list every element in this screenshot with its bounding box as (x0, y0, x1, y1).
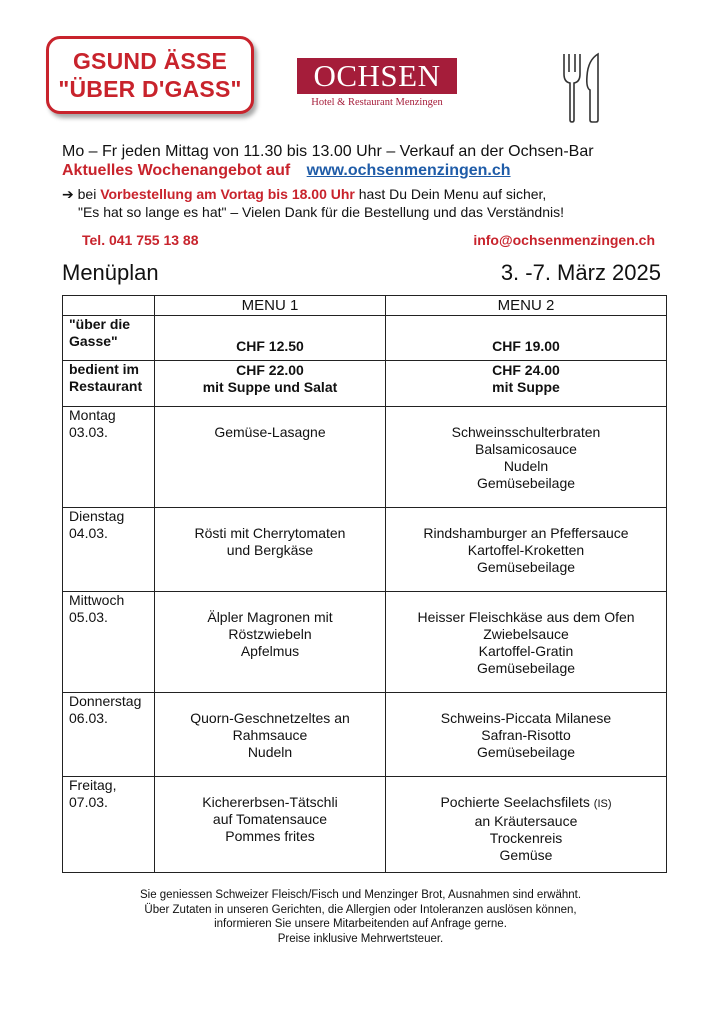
logo-subtitle: Hotel & Restaurant Menzingen (311, 97, 443, 108)
weekly-offer-line (62, 162, 511, 180)
gsund-aesse-badge (46, 36, 254, 114)
menu2-dish: Rindshamburger an Pfeffersauce Kartoffel-Kroketten Gemüsebeilage (386, 508, 667, 592)
badge-line1: GSUND ÄSSE (72, 48, 228, 74)
badge-line2: "ÜBER D'GASS" (58, 76, 242, 102)
price-menu2: CHF 24.00 mit Suppe (386, 361, 667, 407)
price-menu1: CHF 22.00 mit Suppe und Salat (155, 361, 386, 407)
menu1-dish: Kichererbsen-Tätschli auf Tomatensauce Pommes frites (155, 777, 386, 873)
menu1-dish: Rösti mit Cherrytomaten und Bergkäse (155, 508, 386, 592)
weekly-offer-label: Aktuelles Wochenangebot auf (62, 162, 291, 179)
menu1-header: MENU 1 (155, 296, 386, 316)
logo-name: OCHSEN (297, 58, 457, 94)
knife-icon (587, 54, 598, 122)
preorder-deadline: Vorbestellung am Vortag bis 18.00 Uhr (100, 186, 355, 202)
preorder-line (62, 186, 546, 203)
cutlery-icon (560, 52, 604, 124)
arrow-right-icon: ➔ (62, 186, 74, 202)
header-row (63, 296, 667, 316)
footer-line2: Über Zutaten in unseren Gerichten, die Allergien oder Intoleranzen auslösen können, (144, 903, 577, 916)
menu2-header: MENU 2 (386, 296, 667, 316)
menu2-dish: Schweinsschulterbraten Balsamicosauce Nudeln Gemüsebeilage (386, 407, 667, 508)
fish-origin-tag: (IS) (593, 798, 612, 810)
price-label: "über die Gasse" (63, 316, 155, 361)
footer-note (0, 888, 721, 946)
day-label: Donnerstag 06.03. (63, 693, 155, 777)
menu2-dish-rest: an Kräutersauce Trockenreis Gemüse (474, 813, 578, 863)
menu1-dish: Älpler Magronen mit Röstzwiebeln Apfelmus (155, 592, 386, 693)
price-row-takeaway (63, 316, 667, 361)
telephone[interactable]: Tel. 041 755 13 88 (82, 232, 199, 248)
plan-date: 3. -7. März 2025 (500, 260, 661, 285)
day-label: Mittwoch 05.03. (63, 592, 155, 693)
opening-hours: Mo – Fr jeden Mittag von 11.30 bis 13.00 Uhr – Verkauf an der Ochsen-Bar (62, 143, 594, 160)
day-label: Freitag, 07.03. (63, 777, 155, 873)
preorder-rest: hast Du Dein Menu auf sicher, (358, 186, 547, 202)
menu2-dish: Schweins-Piccata Milanese Safran-Risotto Gemüsebeilage (386, 693, 667, 777)
day-row-wednesday (63, 592, 667, 693)
corner-cell (63, 296, 155, 316)
day-row-thursday (63, 693, 667, 777)
menu2-dish (386, 777, 667, 873)
menu1-dish: Gemüse-Lasagne (155, 407, 386, 508)
day-label: Dienstag 04.03. (63, 508, 155, 592)
website-link[interactable]: www.ochsenmenzingen.ch (306, 162, 511, 179)
day-row-tuesday (63, 508, 667, 592)
price-label: bedient im Restaurant (63, 361, 155, 407)
availability-note: "Es hat so lange es hat" – Vielen Dank für die Bestellung und das Verständnis! (78, 204, 564, 220)
footer-line4: Preise inklusive Mehrwertsteuer. (277, 932, 444, 945)
email-link[interactable]: info@ochsenmenzingen.ch (473, 232, 655, 248)
footer-line3: informieren Sie unsere Mitarbeitenden auf Anfrage gerne. (214, 918, 507, 930)
menu1-dish: Quorn-Geschnetzeltes an Rahmsauce Nudeln (155, 693, 386, 777)
page-title: Menüplan (62, 260, 159, 285)
preorder-prefix: bei (77, 186, 97, 202)
menu-table (62, 295, 667, 873)
day-row-monday (63, 407, 667, 508)
ochsen-logo (297, 58, 457, 112)
menu2-dish-line1: Pochierte Seelachsfilets (440, 794, 590, 810)
day-label: Montag 03.03. (63, 407, 155, 508)
price-menu2: CHF 19.00 (386, 316, 667, 361)
price-row-restaurant (63, 361, 667, 407)
footer-line1: Sie geniessen Schweizer Fleisch/Fisch und Menzinger Brot, Ausnahmen sind erwähnt. (139, 889, 582, 901)
menu2-dish: Heisser Fleischkäse aus dem Ofen Zwiebelsauce Kartoffel-Gratin Gemüsebeilage (386, 592, 667, 693)
price-menu1: CHF 12.50 (155, 316, 386, 361)
day-row-friday (63, 777, 667, 873)
fork-icon (564, 54, 580, 122)
